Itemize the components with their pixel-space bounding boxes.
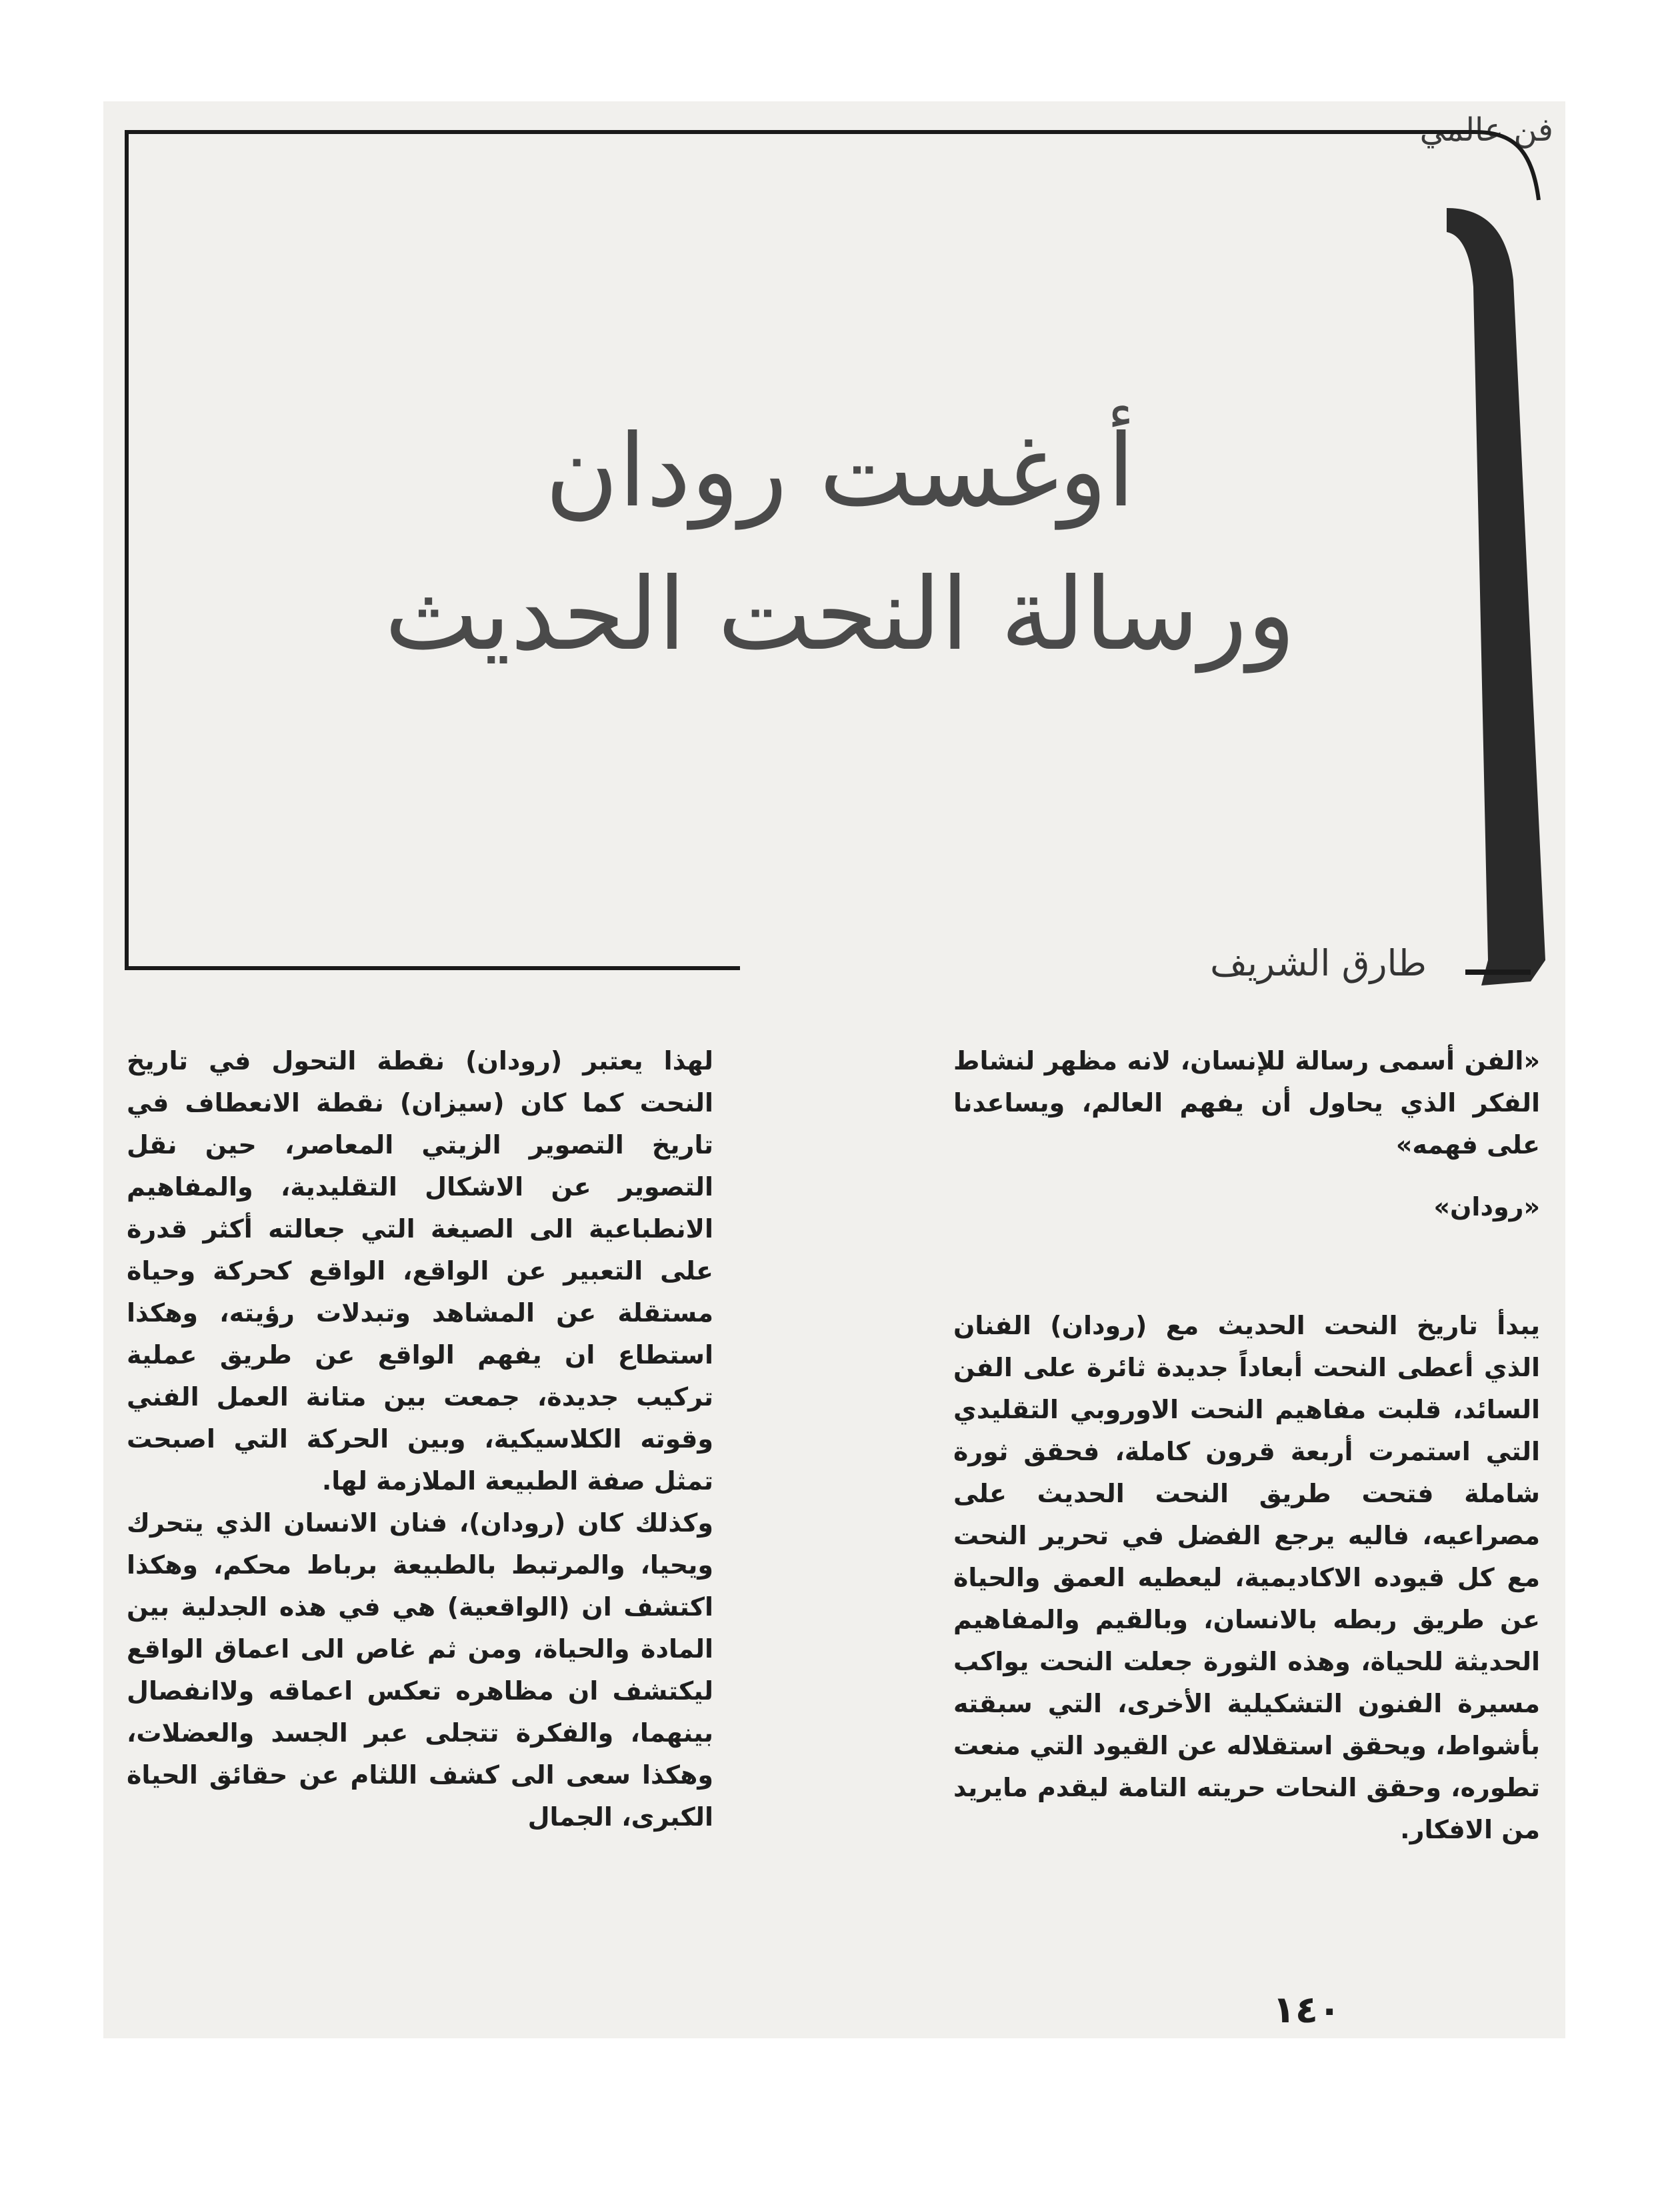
article-title xyxy=(373,400,1307,687)
body-paragraph: يبدأ تاريخ النحت الحديث مع (رودان) الفنان الذي أعطى النحت أبعاداً جديدة ثائرة على الفن السائد، قلبت مفاهيم النحت الاوروبي التقليدي التي استمرت أربعة قرون كاملة، فحقق ثورة شاملة فتحت طريق النحت الحديث على مصراعيه، فاليه يرجع الفضل في تحرير النحت مع كل قيوده الاكاديمية، ليعطيه العمق والحياة عن طريق ربطه بالانسان، وبالقيم والمفاهيم الحديثة للحياة، وهذه الثورة جعلت النحت يواكب مسيرة الفنون التشكيلية الأخرى، التي سبقته بأشواط، ويحقق استقلاله عن القيود التي منعت تطوره، وحقق النحات حريته التامة ليقدم مايريد من الافكار. xyxy=(953,1311,1540,1844)
epigraph-attribution: «رودان» xyxy=(1433,1192,1540,1222)
epigraph-quote: «الفن أسمى رسالة للإنسان، لانه مظهر لنشاط الفكر الذي يحاول أن يفهم العالم، ويساعدنا على فهمه» xyxy=(953,1046,1540,1160)
body-paragraph: لهذا يعتبر (رودان) نقطة التحول في تاريخ النحت كما كان (سيزان) نقطة الانعطاف في تاريخ التصوير الزيتي المعاصر، حين نقل التصوير عن الاشكال التقليدية، والمفاهيم الانطباعية الى الصيغة التي جعالته أكثر قدرة على التعبير عن الواقع، الواقع كحركة وحياة مستقلة عن المشاهد وتبدلات رؤيته، وهكذا استطاع ان يفهم الواقع عن طريق عملية تركيب جديدة، جمعت بين متانة العمل الفني وقوته الكلاسيكية، وبين الحركة التي اصبحت تمثل صفة الطبيعة الملازمة لها. xyxy=(127,1046,713,1496)
article-title-line-1: أوغست رودان xyxy=(545,413,1135,529)
section-label: فن عالمي xyxy=(1419,111,1553,149)
author-name: طارق الشريف xyxy=(1210,942,1427,984)
left-column xyxy=(127,1040,713,1974)
body-paragraph: وكذلك كان (رودان)، فنان الانسان الذي يتحرك ويحيا، والمرتبط بالطبيعة برباط محكم، وهكذا اكتشف ان (الواقعية) هي في هذه الجدلية بين المادة والحياة، ومن ثم غاص الى اعماق الواقع ليكتشف ان مظاهره تعكس اعماقه ولاانفصال بينهما، والفكرة تتجلى عبر الجسد والعضلات، وهكذا سعى الى كشف اللثام عن حقائق الحياة الكبرى، الجمال xyxy=(127,1508,713,1832)
right-column xyxy=(953,1040,1540,1974)
article-title-line-2: ورسالة النحت الحديث xyxy=(384,557,1296,673)
page-number: ١٤٠ xyxy=(1272,1988,1341,2032)
